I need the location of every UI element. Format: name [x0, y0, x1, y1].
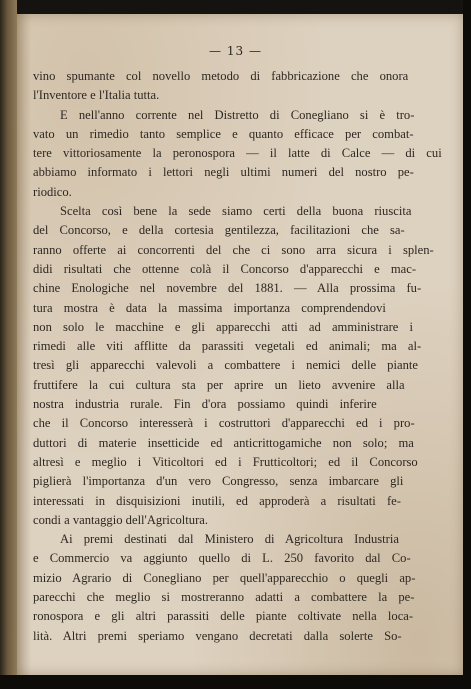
- text-line: parecchi che meglio si mostreranno adatti a combattere la pe-: [33, 590, 415, 605]
- text-line: l'Inventore e l'Italia tutta.: [33, 88, 160, 103]
- text-line: tere vittoriosamente la peronospora — il latte di Calce — di cui: [33, 146, 442, 161]
- text-line: chine Enologiche nel novembre del 1881. — Alla prossima fu-: [33, 281, 422, 296]
- text-line: altresì e meglio i Viticoltori ed i Frutticoltori; ed il Concorso: [33, 454, 418, 469]
- text-line: riodico.: [33, 184, 72, 199]
- text-line: Scelta così bene la sede siamo certi della buona riuscita: [60, 204, 412, 219]
- text-line: tura mostra è data la massima importanza comprendendovi: [33, 300, 386, 315]
- text-line: duttori di materie insetticide ed anticrittogamiche non solo; ma: [33, 435, 414, 450]
- text-line: E nell'anno corrente nel Distretto di Conegliano si è tro-: [60, 107, 415, 122]
- text-line: e Commercio va aggiunto quello di L. 250 favorito dal Co-: [33, 551, 411, 566]
- text-line: Ai premi destinati dal Ministero di Agricoltura Industria: [60, 532, 399, 547]
- text-line: che il Concorso interesserà i costruttori d'apparecchi ed i pro-: [33, 416, 415, 431]
- text-line: vino spumante col novello metodo di fabbricazione che onora: [33, 69, 409, 83]
- text-line: nostra industria rurale. Fin d'ora possiamo quindi inferire: [33, 397, 377, 412]
- text-line: ranno offerte ai concorrenti del che ci sono arra sicura i splen-: [33, 242, 434, 257]
- text-line: piglierà l'importanza d'un vero Congresso, senza imbarcare gli: [33, 474, 404, 489]
- page-binding-edge: [0, 0, 17, 689]
- text-line: abbiamo informato i lettori negli ultimi numeri del nostro pe-: [33, 165, 414, 180]
- text-line: ronospora e gli altri parassiti delle piante coltivate nella loca-: [33, 609, 414, 624]
- scan-border-bottom: [0, 675, 471, 689]
- text-line: rimedi alle viti afflitte da parassiti vegetali ed animali; ma al-: [33, 339, 422, 354]
- scan-border-right: [463, 0, 471, 689]
- body-text: [33, 67, 453, 646]
- text-line: mizio Agrario di Conegliano per quell'apparecchio o quegli ap-: [33, 570, 416, 585]
- text-line: tresì gli apparecchi valevoli a combattere i nemici delle piante: [33, 358, 418, 373]
- text-line: didi risultati che ottenne colà il Concorso d'apparecchi e mac-: [33, 261, 417, 276]
- text-line: condi a vantaggio dell'Agricoltura.: [33, 512, 209, 527]
- page-number: — 13 —: [209, 44, 262, 58]
- text-line: fruttifere la cui cultura sta per aprire un lieto avvenire alla: [33, 377, 405, 392]
- text-line: vato un rimedio tanto semplice e quanto efficace per combat-: [33, 126, 414, 141]
- text-line: lità. Altri premi speriamo vengano decretati dalla solerte So-: [33, 628, 402, 643]
- text-line: del Concorso, e della cortesia gentilezza, facilitazioni che sa-: [33, 223, 405, 238]
- text-line: non solo le macchine e gli apparecchi atti ad amministrare i: [33, 319, 414, 334]
- text-line: interessati in disquisizioni inutili, ed approderà a risultati fe-: [33, 493, 401, 508]
